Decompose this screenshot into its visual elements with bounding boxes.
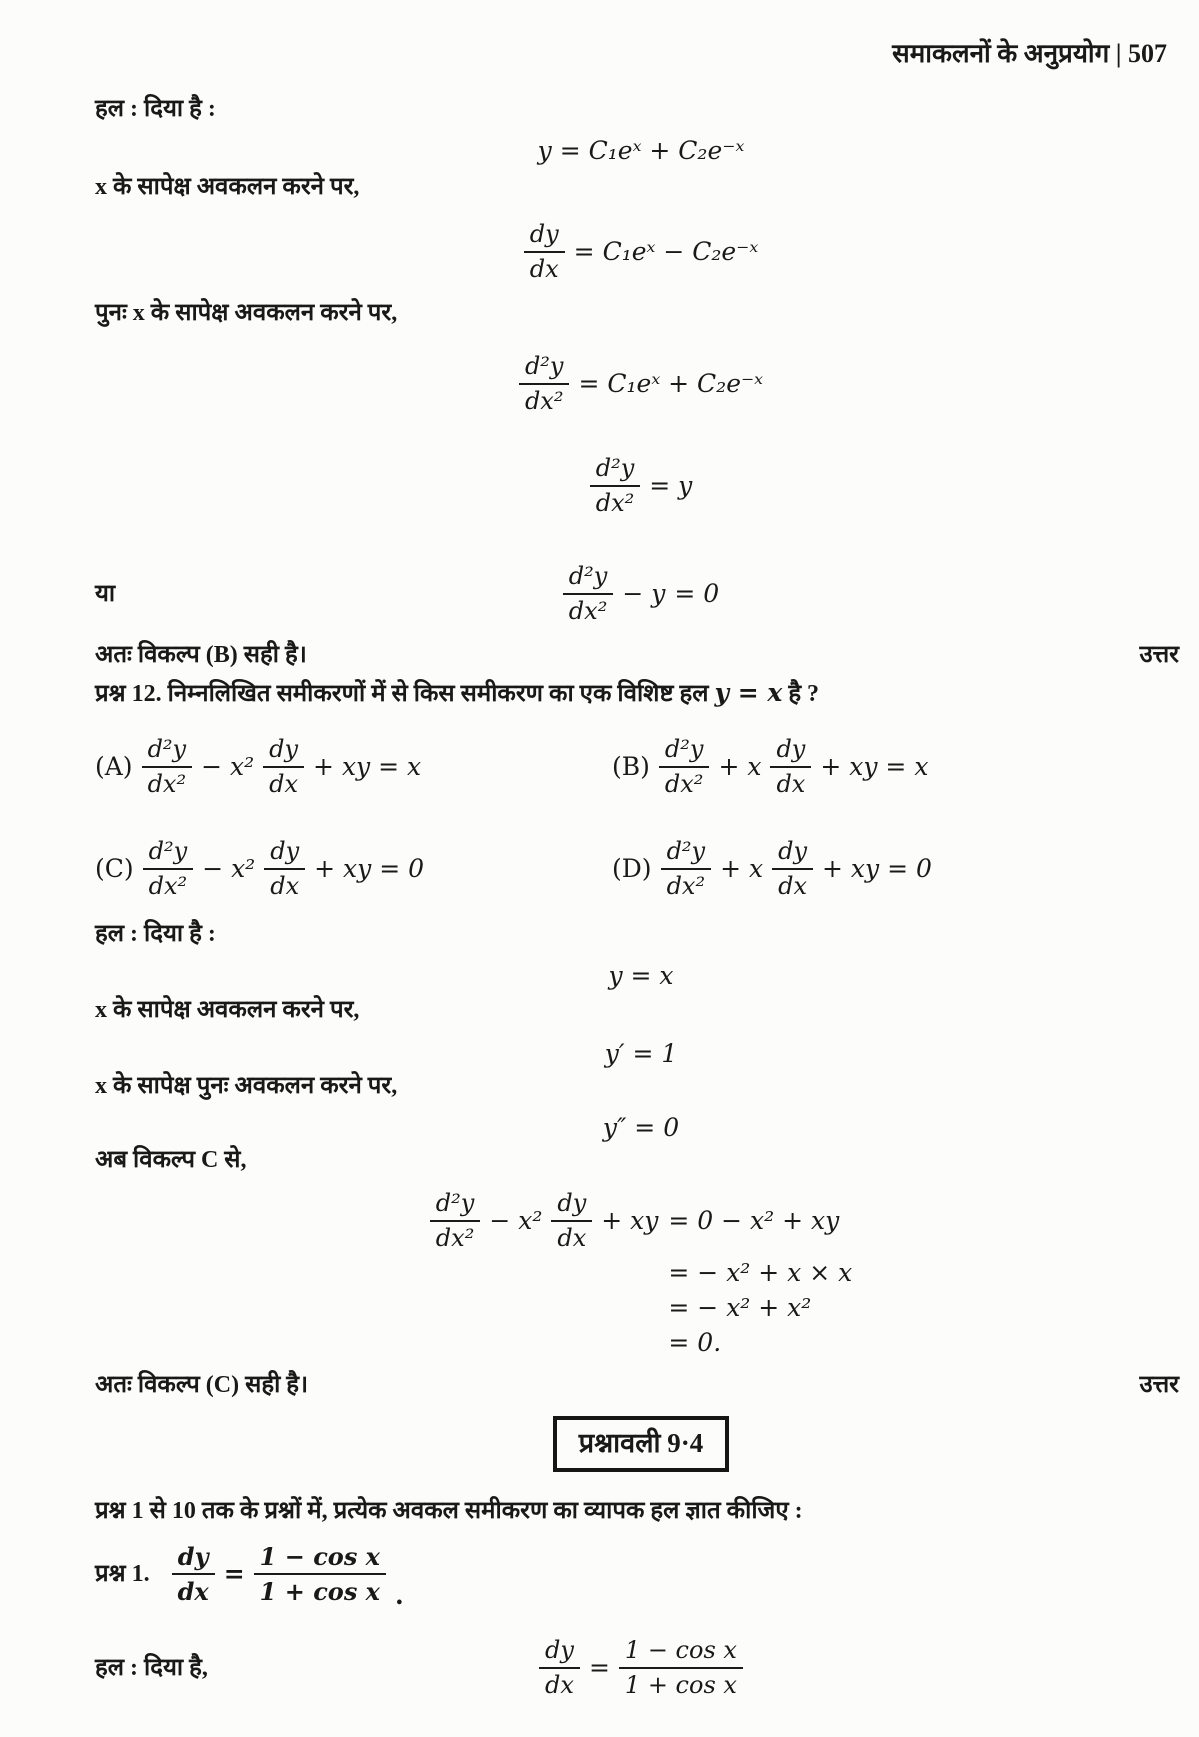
fraction-numerator: d²y xyxy=(659,735,710,768)
equation-group xyxy=(590,454,693,518)
exercise-title-box: प्रश्नावली 9·4 xyxy=(553,1416,730,1472)
fraction-numerator: dy xyxy=(772,837,813,870)
equation-general xyxy=(95,136,1187,166)
fraction-numerator: dy xyxy=(264,837,305,870)
fraction-numerator: dy xyxy=(770,735,811,768)
conclusion-text: अतः विकल्प (C) सही है। xyxy=(95,1372,309,1398)
fraction-dy-dx xyxy=(264,837,305,901)
equation-y-double-prime xyxy=(95,1113,1187,1143)
question-12-math: y = x xyxy=(714,678,783,707)
equation-y-prime xyxy=(95,1039,1187,1069)
option-a xyxy=(95,735,612,799)
answer-label: उत्तर xyxy=(1139,1372,1179,1398)
step-option-c: अब विकल्प C से, xyxy=(95,1147,247,1173)
fraction-numerator: d²y xyxy=(519,352,570,385)
option-c-tail: + xy = 0 xyxy=(314,854,424,883)
option-c-mid: − x² xyxy=(202,854,256,883)
fraction-d2y-dx2 xyxy=(590,454,641,518)
equation-d2ydx2-equals-y xyxy=(95,454,1187,518)
fraction-numerator: dy xyxy=(539,1636,580,1669)
option-a-label: (A) xyxy=(95,752,133,781)
fraction-denominator: dx xyxy=(270,872,300,900)
fraction-denominator: dx xyxy=(776,770,806,798)
equation-rhs: = C₁eˣ − C₂e⁻ˣ xyxy=(573,237,759,266)
conclusion-row-b xyxy=(95,640,1187,670)
fraction-denominator: dx xyxy=(529,255,559,283)
fraction-dy-dx xyxy=(524,220,565,284)
option-b xyxy=(612,735,1187,799)
fraction-dy-dx xyxy=(539,1636,580,1700)
option-d-mid: + x xyxy=(720,854,764,883)
fraction-denominator: 1 + cos x xyxy=(624,1671,737,1699)
fraction-denominator: dx² xyxy=(568,597,608,625)
fraction-denominator: dx² xyxy=(664,770,704,798)
question-1 xyxy=(95,1542,1187,1610)
equation-rhs: = y xyxy=(649,471,693,500)
fraction-denominator: dx² xyxy=(595,489,635,517)
fraction-denominator: dx xyxy=(557,1224,587,1252)
equals-sign: = xyxy=(588,1653,610,1682)
solution-given-label: हल : दिया है : xyxy=(95,921,216,947)
question-12-text-post: है ? xyxy=(782,681,820,707)
solution-1-row xyxy=(95,1636,1187,1700)
period: . xyxy=(395,1581,404,1610)
fraction-numerator: dy xyxy=(551,1189,592,1222)
option-b-label: (B) xyxy=(612,752,650,781)
fraction-dy-dx xyxy=(551,1189,592,1253)
equation-rhs: = C₁eˣ + C₂e⁻ˣ xyxy=(578,369,764,398)
step-differentiate-2: x के सापेक्ष पुनः अवकलन करने पर, xyxy=(95,1073,398,1099)
question-1-equation xyxy=(172,1542,404,1610)
fraction-numerator: dy xyxy=(524,220,565,253)
option-a-tail: + xy = x xyxy=(313,752,422,781)
fraction-numerator: d²y xyxy=(661,837,712,870)
step-differentiate-1: x के सापेक्ष अवकलन करने पर, xyxy=(95,997,360,1023)
fraction-dy-dx xyxy=(263,735,304,799)
equals-sign: = xyxy=(223,1559,245,1588)
equation-y-equals-x xyxy=(95,961,1187,991)
answer-label: उत्तर xyxy=(1139,642,1179,668)
running-head xyxy=(95,38,1187,70)
fraction-d2y-dx2 xyxy=(519,352,570,416)
fraction-numerator: d²y xyxy=(590,454,641,487)
equation-text: y″ = 0 xyxy=(602,1113,680,1142)
fraction-denominator: 1 + cos x xyxy=(259,1577,380,1606)
derivation-lhs xyxy=(430,1189,659,1253)
question-1-label: प्रश्न 1. xyxy=(95,1561,150,1587)
fraction-denominator: dx xyxy=(269,770,299,798)
option-b-mid: + x xyxy=(718,752,762,781)
solution-given-label: हल : दिया है, xyxy=(95,1655,208,1681)
fraction-cos xyxy=(619,1636,743,1700)
fraction-dy-dx xyxy=(172,1542,215,1606)
fraction-numerator: dy xyxy=(172,1542,215,1575)
fraction-numerator: d²y xyxy=(143,837,194,870)
equation-y-c1ex: y = C₁eˣ + C₂e⁻ˣ xyxy=(537,136,745,165)
conclusion-text: अतः विकल्प (B) सही है। xyxy=(95,642,307,668)
equation-rhs: = 0 xyxy=(674,579,720,608)
equation-text: y = x xyxy=(608,961,674,990)
fraction-denominator: dx xyxy=(177,1577,209,1606)
step-differentiate-2: पुनः x के सापेक्ष अवकलन करने पर, xyxy=(95,300,398,326)
option-b-tail: + xy = x xyxy=(820,752,929,781)
option-d-tail: + xy = 0 xyxy=(822,854,932,883)
fraction-numerator: 1 − cos x xyxy=(619,1636,743,1669)
equation-d2ydx2 xyxy=(95,352,1187,416)
fraction-numerator: 1 − cos x xyxy=(254,1542,386,1575)
equation-text: y′ = 1 xyxy=(604,1039,678,1068)
or-label: या xyxy=(95,581,116,607)
option-d xyxy=(612,837,1187,901)
fraction-denominator: dx² xyxy=(148,872,188,900)
options-grid xyxy=(95,735,1187,901)
option-d-label: (D) xyxy=(612,854,652,883)
fraction-numerator: d²y xyxy=(563,562,614,595)
option-a-mid: − x² xyxy=(201,752,255,781)
fraction-denominator: dx² xyxy=(666,872,706,900)
derivation-tail: + xy xyxy=(601,1206,659,1235)
running-head-text: समाकलनों के अनुप्रयोग | 507 xyxy=(892,39,1167,68)
equation-group xyxy=(519,352,763,416)
fraction-denominator: dx xyxy=(545,1671,574,1699)
fraction-denominator: dx² xyxy=(435,1224,475,1252)
fraction-denominator: dx xyxy=(778,872,808,900)
exercise-intro: प्रश्न 1 से 10 तक के प्रश्नों में, प्रत्येक अवकल समीकरण का व्यापक हल ज्ञात कीजिए : xyxy=(95,1498,803,1524)
option-c xyxy=(95,837,612,901)
fraction-denominator: dx² xyxy=(524,387,564,415)
equation-group xyxy=(524,220,759,284)
question-12-heading xyxy=(95,678,1187,709)
equation-group xyxy=(539,1636,743,1700)
derivation-step-3: = − x² + x² xyxy=(668,1293,812,1322)
fraction-numerator: dy xyxy=(263,735,304,768)
solution-given-label: हल : दिया है : xyxy=(95,96,216,122)
derivation-step-1: = 0 − x² + xy xyxy=(668,1206,840,1235)
derivation-step-4: = 0. xyxy=(668,1328,722,1357)
fraction-dy-dx xyxy=(770,735,811,799)
derivation-block xyxy=(430,1189,852,1358)
equation-group xyxy=(563,562,719,626)
fraction-d2y-dx2 xyxy=(659,735,710,799)
equation-dydx xyxy=(95,220,1187,284)
fraction-numerator: d²y xyxy=(142,735,193,768)
fraction-d2y-dx2 xyxy=(661,837,712,901)
fraction-d2y-dx2 xyxy=(143,837,194,901)
option-c-label: (C) xyxy=(95,854,134,883)
step-differentiate-1: x के सापेक्ष अवकलन करने पर, xyxy=(95,174,360,200)
equation-mid: − y xyxy=(622,579,666,608)
fraction-cos xyxy=(254,1542,386,1606)
question-12-text-pre: प्रश्न 12. निम्नलिखित समीकरणों में से किस समीकरण का एक विशिष्ट हल xyxy=(95,681,715,707)
fraction-numerator: d²y xyxy=(430,1189,481,1222)
fraction-dy-dx xyxy=(772,837,813,901)
equation-final-row xyxy=(95,562,1187,626)
exercise-box-wrap xyxy=(95,1416,1187,1472)
derivation-mid: − x² xyxy=(489,1206,543,1235)
fraction-denominator: dx² xyxy=(147,770,187,798)
fraction-d2y-dx2 xyxy=(142,735,193,799)
fraction-d2y-dx2 xyxy=(430,1189,481,1253)
conclusion-row-c xyxy=(95,1370,1187,1400)
derivation-step-2: = − x² + x × x xyxy=(668,1258,853,1287)
fraction-d2y-dx2 xyxy=(563,562,614,626)
